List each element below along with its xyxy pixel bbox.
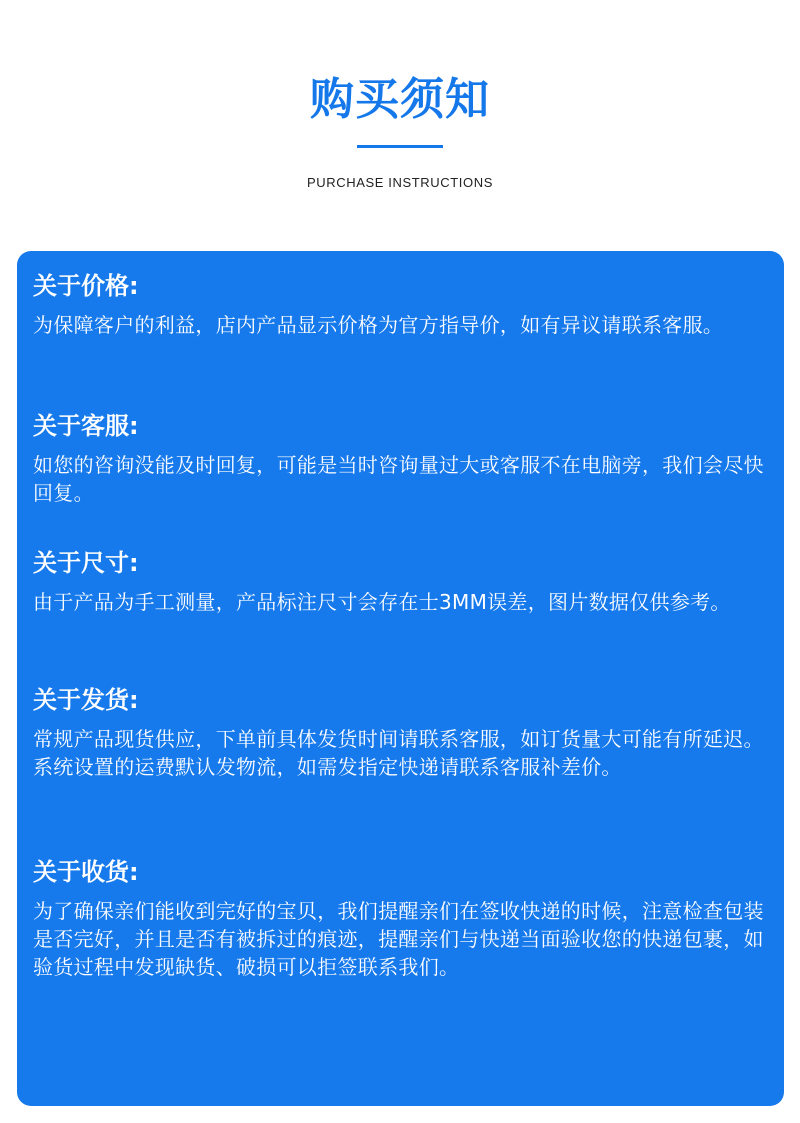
section-shipping: [33, 685, 773, 781]
section-heading: 关于尺寸:: [33, 549, 139, 577]
section-price: [33, 271, 773, 339]
page-subtitle: PURCHASE INSTRUCTIONS: [307, 175, 493, 190]
section-body: 如您的咨询没能及时回复，可能是当时咨询量过大或客服不在电脑旁，我们会尽快回复。: [33, 453, 764, 505]
page-header: [0, 0, 800, 230]
page-title: 购买须知: [310, 74, 490, 125]
section-heading: 关于收货:: [33, 858, 139, 886]
section-heading: 关于客服:: [33, 412, 139, 440]
section-heading: 关于价格:: [33, 272, 139, 300]
section-customer-service: [33, 411, 773, 507]
section-body: 常规产品现货供应，下单前具体发货时间请联系客服，如订货量大可能有所延迟。系统设置的运费默认发物流，如需发指定快递请联系客服补差价。: [33, 727, 764, 779]
section-heading: 关于发货:: [33, 686, 139, 714]
section-body: 由于产品为手工测量，产品标注尺寸会存在士3MM误差，图片数据仅供参考。: [33, 590, 731, 614]
section-body: 为了确保亲们能收到完好的宝贝，我们提醒亲们在签收快递的时候，注意检查包装是否完好，并且是否有被拆过的痕迹，提醒亲们与快递当面验收您的快递包裹，如验货过程中发现缺货、破损可以拒签联系我们。: [33, 899, 764, 979]
section-receiving: [33, 857, 773, 981]
section-size: [33, 548, 773, 616]
title-underline: [357, 145, 443, 148]
instructions-card: [17, 251, 784, 1106]
section-body: 为保障客户的利益，店内产品显示价格为官方指导价，如有异议请联系客服。: [33, 313, 724, 337]
